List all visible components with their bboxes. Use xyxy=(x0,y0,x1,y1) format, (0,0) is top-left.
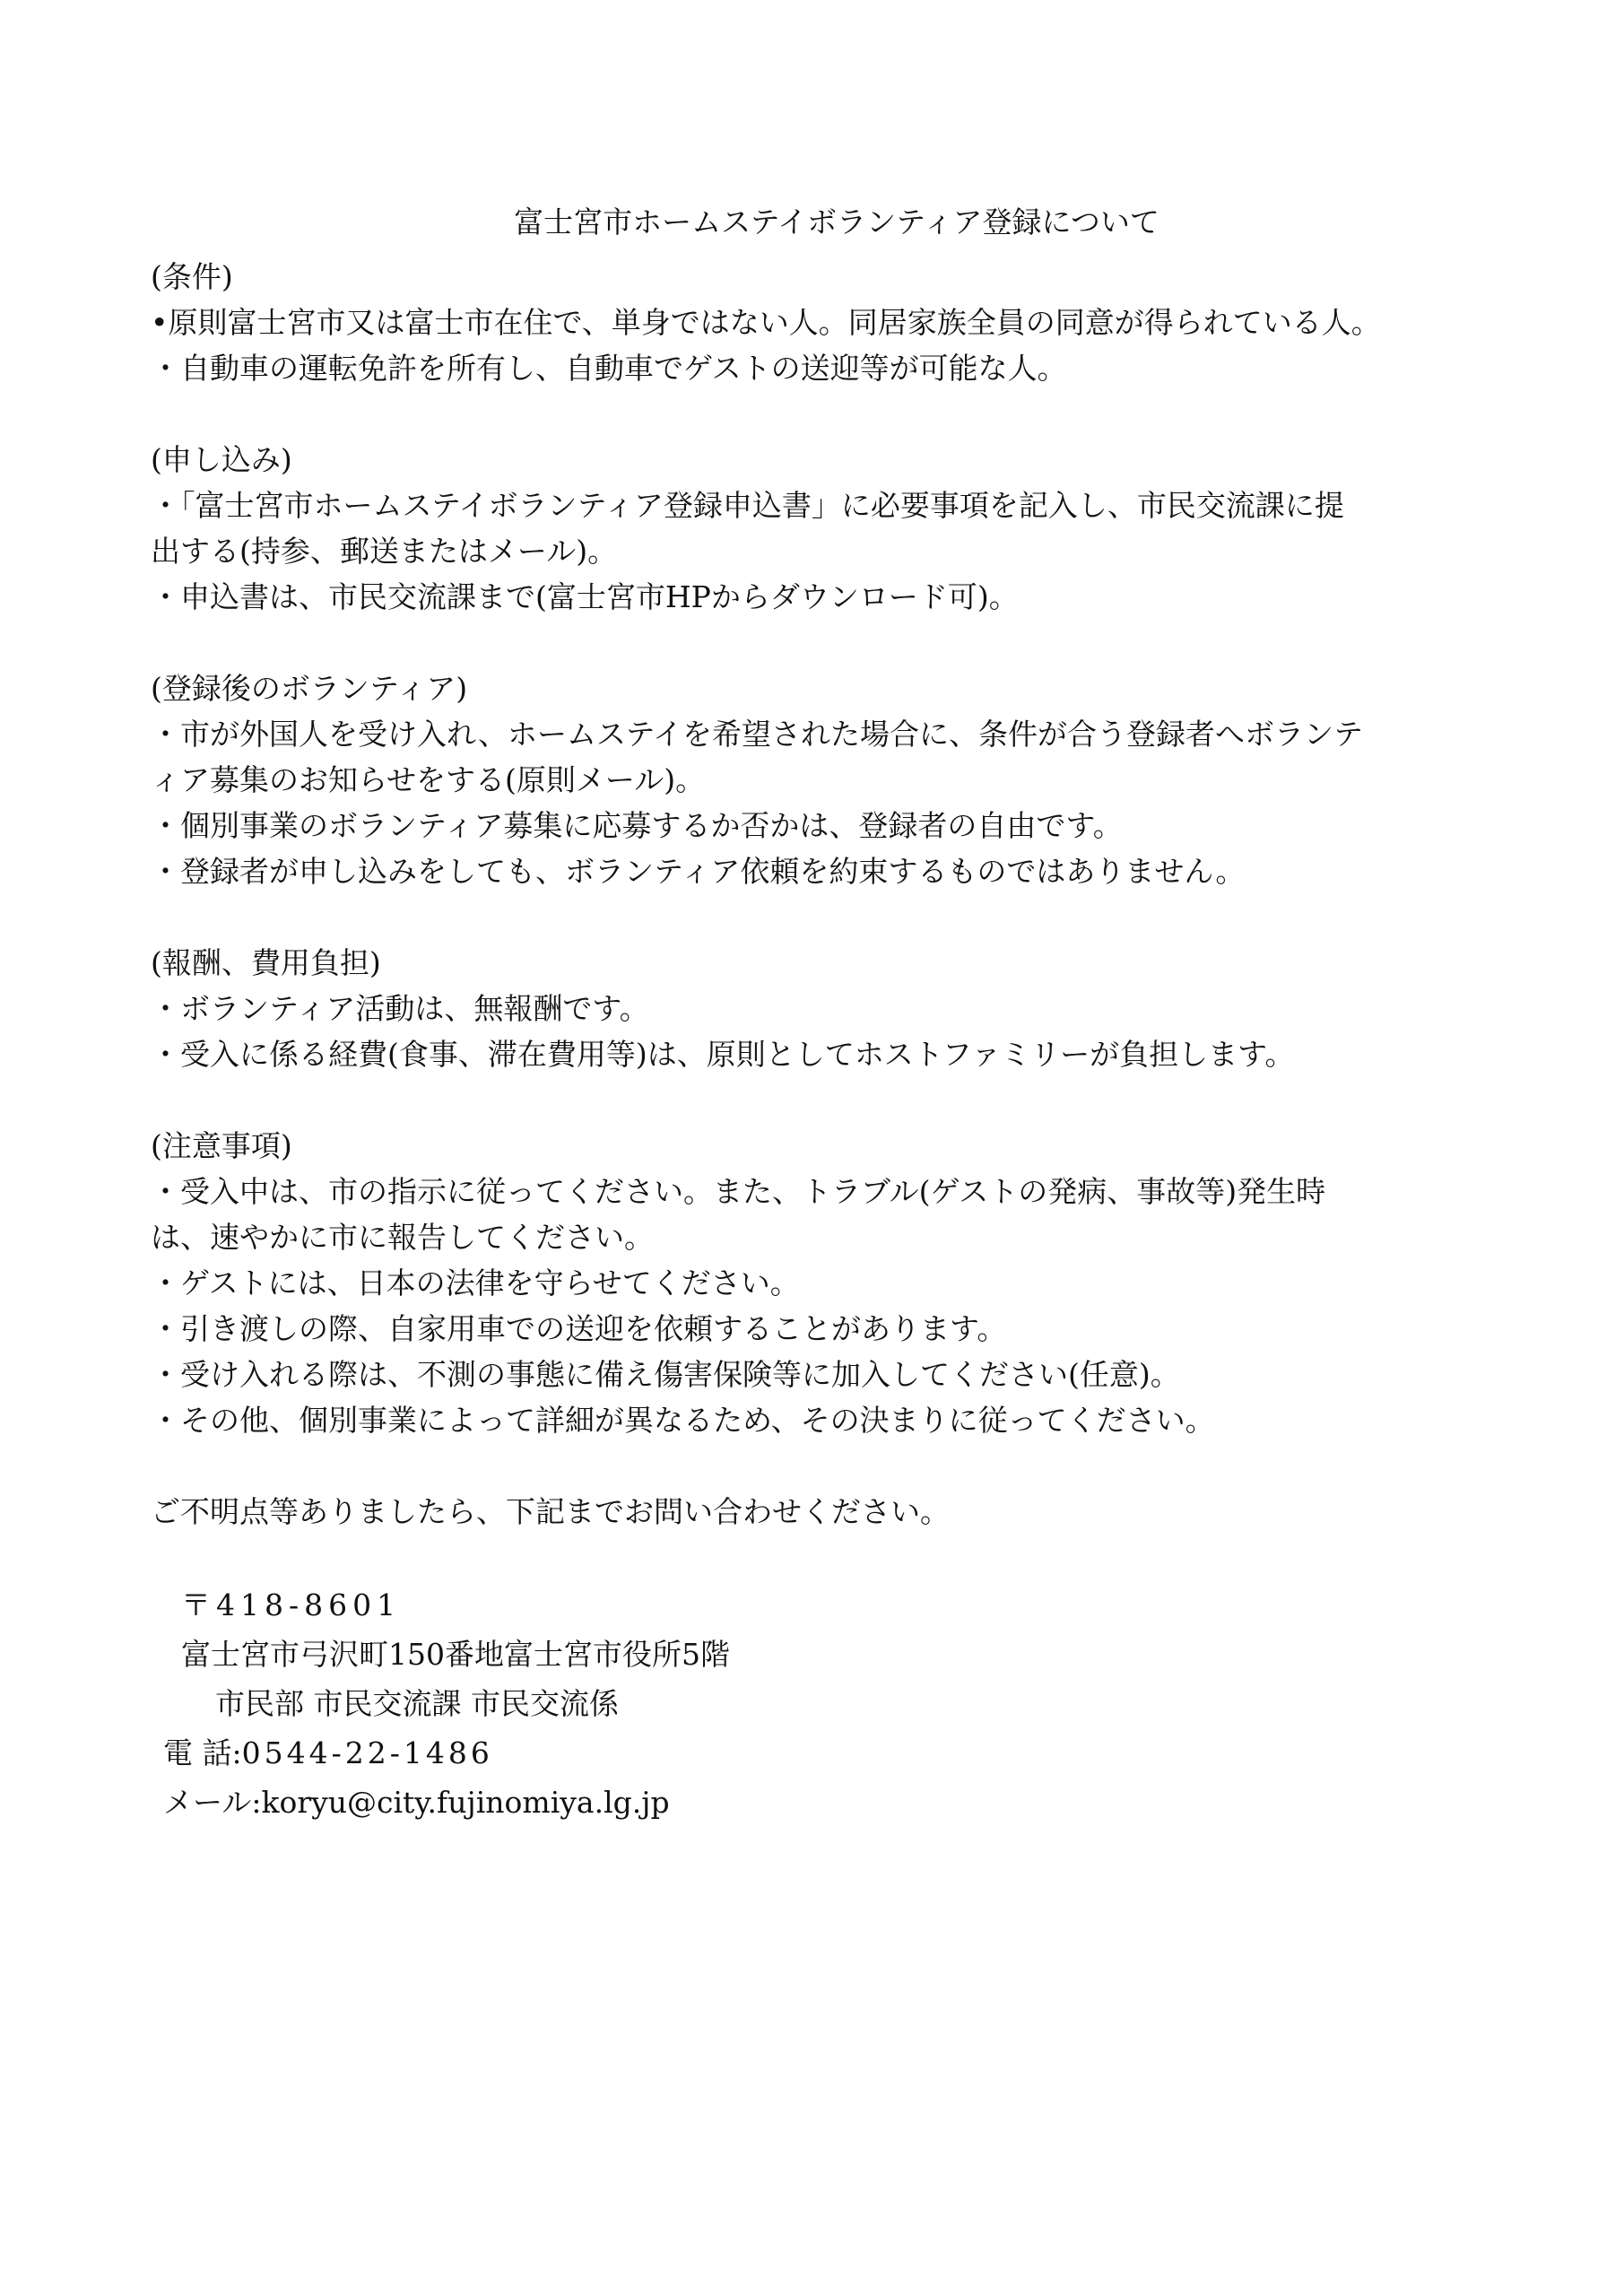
section xyxy=(151,1123,1496,1443)
postal-code: 〒418-8601 xyxy=(181,1587,402,1622)
bullet-line: ・ボランティア活動は、無報酬です。 xyxy=(151,991,649,1026)
section-heading: (注意事項) xyxy=(151,1128,292,1163)
bullet-item xyxy=(151,1169,1496,1260)
bullet-item xyxy=(151,803,1496,848)
bullet-line: ・受入に係る経費(食事、滞在費用等)は、原則としてホストファミリーが負担します。 xyxy=(151,1037,1295,1072)
bullet-line: •原則富士宮市又は富士市在住で、単身ではない人。同居家族全員の同意が得られている人。 xyxy=(151,305,1381,340)
bullet-item xyxy=(151,345,1496,391)
bullet-item xyxy=(151,1306,1496,1352)
bullet-line: ・個別事業のボランティア募集に応募するか否かは、登録者の自由です。 xyxy=(151,808,1123,843)
bullet-line: ・「富士宮市ホームステイボランティア登録申込書」に必要事項を記入し、市民交流課に提 xyxy=(151,488,1344,523)
section-heading: (条件) xyxy=(151,259,233,294)
phone-number: 0544-22-1486 xyxy=(241,1735,493,1770)
bullet-line: ィア募集のお知らせをする(原則メール)。 xyxy=(151,762,706,797)
contact-mail xyxy=(151,1778,1496,1827)
document-sections xyxy=(151,254,1496,1443)
mail-label: メール: xyxy=(163,1785,262,1820)
bullet-line: ・引き渡しの際、自家用車での送迎を依頼することがあります。 xyxy=(151,1311,1007,1346)
mail-address: koryu@city.fujinomiya.lg.jp xyxy=(261,1785,670,1820)
phone-label: 電 話: xyxy=(163,1735,242,1770)
contact-address: 富士宮市弓沢町150番地富士宮市役所5階 xyxy=(181,1637,730,1672)
bullet-item xyxy=(151,848,1496,894)
section xyxy=(151,437,1496,620)
bullet-item xyxy=(151,1031,1496,1077)
bullet-item xyxy=(151,711,1496,803)
contact-phone xyxy=(151,1728,1496,1778)
bullet-item xyxy=(151,986,1496,1031)
bullet-line: ・自動車の運転免許を所有し、自動車でゲストの送迎等が可能な人。 xyxy=(151,351,1067,386)
bullet-item xyxy=(151,1397,1496,1443)
bullet-line: ・その他、個別事業によって詳細が異なるため、その決まりに従ってください。 xyxy=(151,1403,1215,1438)
section-heading: (申し込み) xyxy=(151,442,292,477)
bullet-item xyxy=(151,574,1496,620)
document-page xyxy=(151,199,1496,1827)
contact-block xyxy=(151,1580,1496,1827)
bullet-line: ・申込書は、市民交流課まで(富士宮市HPからダウンロード可)。 xyxy=(151,579,1019,614)
section xyxy=(151,254,1496,391)
bullet-item xyxy=(151,1260,1496,1306)
section-heading: (登録後のボランティア) xyxy=(151,671,468,706)
document-title: 富士宮市ホームステイボランティア登録について xyxy=(514,204,1159,239)
bullet-item xyxy=(151,483,1496,574)
contact-department: 市民部 市民交流課 市民交流係 xyxy=(215,1686,619,1721)
closing-text: ご不明点等ありましたら、下記までお問い合わせください。 xyxy=(151,1494,950,1529)
bullet-line: ・受入中は、市の指示に従ってください。また、トラブル(ゲストの発病、事故等)発生時 xyxy=(151,1174,1326,1209)
section xyxy=(151,665,1496,894)
bullet-line: は、速やかに市に報告してください。 xyxy=(151,1220,654,1255)
section-heading: (報酬、費用負担) xyxy=(151,945,381,980)
bullet-item xyxy=(151,300,1496,345)
bullet-line: ・受け入れる際は、不測の事態に備え傷害保険等に加入してください(任意)。 xyxy=(151,1357,1180,1392)
section xyxy=(151,940,1496,1077)
bullet-line: ・ゲストには、日本の法律を守らせてください。 xyxy=(151,1265,800,1300)
bullet-line: 出する(持参、郵送またはメール)。 xyxy=(151,534,618,569)
bullet-line: ・市が外国人を受け入れ、ホームステイを希望された場合に、条件が合う登録者へボランテ xyxy=(151,717,1364,752)
bullet-item xyxy=(151,1352,1496,1397)
bullet-line: ・登録者が申し込みをしても、ボランティア依頼を約束するものではありません。 xyxy=(151,854,1246,889)
